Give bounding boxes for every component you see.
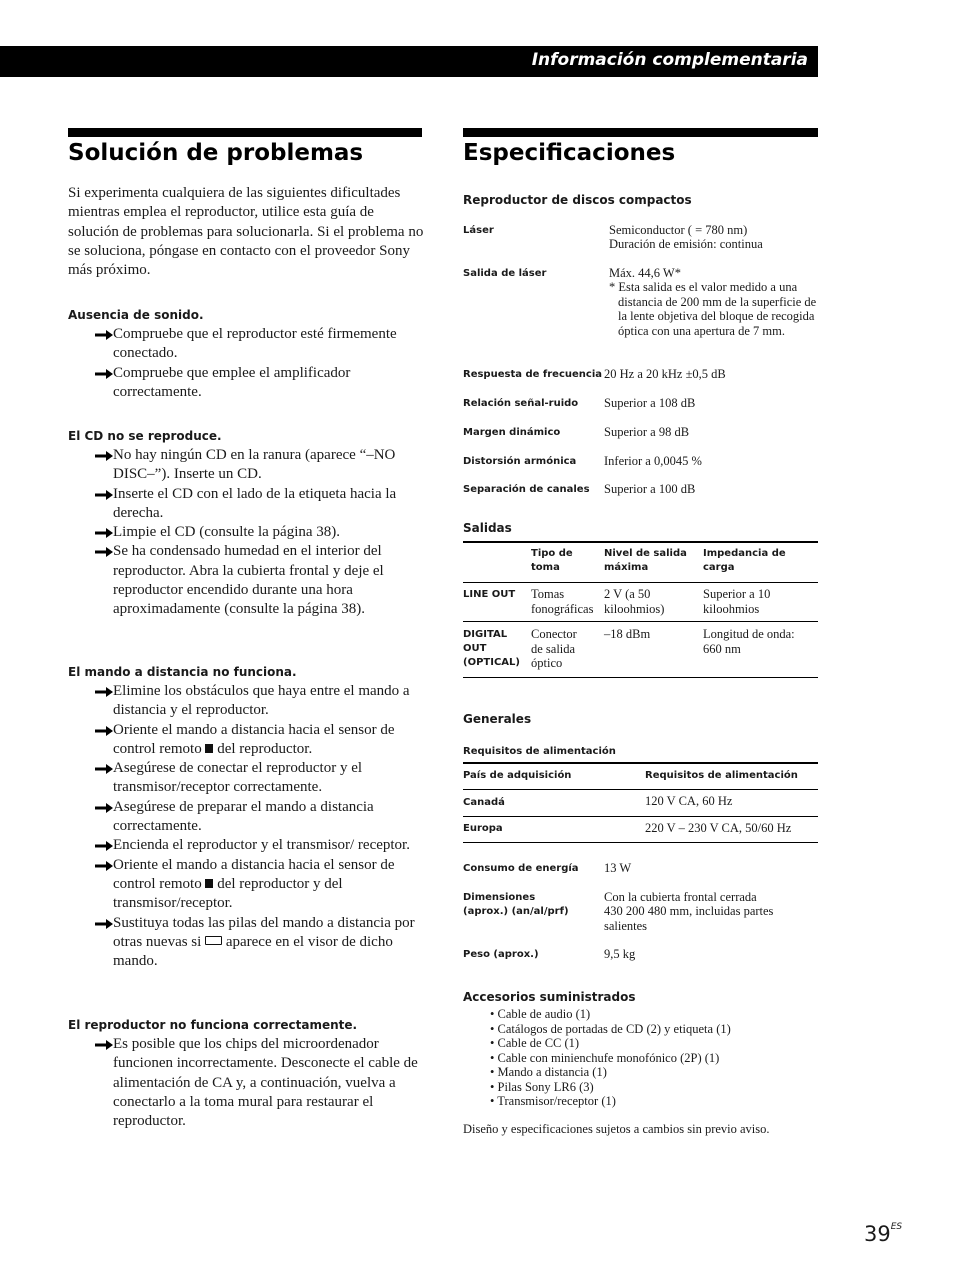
arrow-right-icon: [95, 840, 113, 852]
consumption-label: Consumo de energía: [463, 863, 579, 874]
cd-player-heading: Reproductor de discos compactos: [463, 193, 692, 207]
spec-value: Inferior a 0,0045 %: [604, 454, 702, 468]
arrow-right-icon: [95, 329, 113, 341]
list-item: • Cable de CC (1): [490, 1036, 580, 1050]
arrow-right-icon: [95, 1039, 113, 1051]
table-rule: [463, 582, 818, 583]
arrow-right-icon: [95, 546, 113, 558]
output-type: Conector de salida óptico: [531, 627, 577, 670]
spec-label: Relación señal-ruido: [463, 398, 579, 409]
consumption-value: 13 W: [604, 861, 632, 875]
weight-label: Peso (aprox.): [463, 949, 539, 960]
spec-label: Margen dinámico: [463, 427, 561, 438]
dimensions-label: Dimensiones (aprox.) (an/al/prf): [463, 892, 569, 917]
spec-label: Separación de canales: [463, 484, 590, 495]
laser-output-value: Máx. 44,6 W*: [609, 266, 681, 280]
arrow-right-icon: [95, 918, 113, 930]
specifications-title: Especificaciones: [463, 140, 676, 166]
title-rule-left: [68, 128, 422, 137]
column-header: Tipo de toma: [531, 548, 573, 573]
weight-value: 9,5 kg: [604, 947, 636, 961]
remedy-item: Compruebe que el reproductor esté firmemente conectado.: [68, 325, 428, 364]
laser-duration-value: Duración de emisión: continua: [609, 237, 763, 251]
arrow-right-icon: [95, 763, 113, 775]
remedy-item: Limpie el CD (consulte la página 38).: [68, 523, 428, 542]
general-heading: Generales: [463, 712, 532, 726]
table-rule: [463, 541, 818, 543]
laser-label: Láser: [463, 225, 494, 236]
spec-label: Respuesta de frecuencia: [463, 369, 602, 380]
spec-value: Superior a 98 dB: [604, 425, 690, 439]
troubleshooting-intro: Si experimenta cualquiera de las siguientes dificultades mientras emplea el reproductor, utilice esta guía de solución de problemas para solucionarla. Si el problema no se soluciona, póngase en contacto con el proveedor Sony más próximo.: [68, 185, 424, 279]
output-impedance: Longitud de onda: 660 nm: [703, 627, 795, 656]
table-rule: [463, 621, 818, 622]
remedy-item: Compruebe que emplee el amplificador correctamente.: [68, 364, 428, 403]
disclaimer: Diseño y especificaciones sujetos a cambios sin previo aviso.: [463, 1122, 770, 1136]
title-rule-right: [463, 128, 818, 137]
power-requirements-label: Requisitos de alimentación: [463, 746, 616, 757]
battery-icon: [205, 936, 222, 945]
list-item: • Cable de audio (1): [490, 1007, 591, 1021]
table-rule: [463, 677, 818, 678]
column-header: País de adquisición: [463, 770, 572, 781]
output-name: DIGITAL OUT (OPTICAL): [463, 629, 520, 668]
dimensions-value-2: 430 200 480 mm, incluidas partes salientes: [604, 904, 774, 933]
remedy-item: Asegúrese de preparar el mando a distancia correctamente.: [68, 798, 428, 837]
output-impedance: Superior a 10 kiloohmios: [703, 587, 771, 616]
banner-title: Información complementaria: [531, 50, 808, 70]
column-header: Impedancia de carga: [703, 548, 786, 573]
remedy-item: Inserte el CD con el lado de la etiqueta hacia la derecha.: [68, 485, 428, 524]
spec-label: Distorsión armónica: [463, 456, 577, 467]
outputs-heading: Salidas: [463, 521, 512, 535]
remedy-item: Oriente el mando a distancia hacia el sensor de control remoto del reproductor.: [68, 721, 428, 760]
remedy-item: No hay ningún CD en la ranura (aparece “–NO DISC–”). Inserte un CD.: [68, 446, 428, 485]
remedy-item: Es posible que los chips del microordenador funcionen incorrectamente. Desconecte el cable de alimentación de CA y, a continuación, vuelva a conectarlo a la toma mural para restaurar el reproductor.: [68, 1035, 428, 1131]
list-item: • Mando a distancia (1): [490, 1065, 607, 1079]
arrow-right-icon: [95, 489, 113, 501]
column-header: Requisitos de alimentación: [645, 770, 798, 781]
problem-section: [68, 1017, 428, 1131]
accessories-list: [490, 1007, 731, 1109]
page-number: $39^{ES}$: [864, 1222, 903, 1246]
arrow-right-icon: [95, 725, 113, 737]
laser-output-label: Salida de láser: [463, 268, 547, 279]
output-type: Tomas fonográficas: [531, 587, 594, 616]
problem-section: [68, 664, 428, 971]
remedy-item: Sustituya todas las pilas del mando a distancia por otras nuevas si aparece en el visor de dicho mando.: [68, 914, 428, 972]
spec-value: 20 Hz a 20 kHz ±0,5 dB: [604, 367, 726, 381]
output-level: 2 V (a 50 kiloohmios): [604, 587, 665, 616]
country-cell: Europa: [463, 823, 503, 834]
power-cell: 220 V – 230 V CA, 50/60 Hz: [645, 821, 792, 835]
table-rule: [463, 789, 818, 790]
arrow-right-icon: [95, 450, 113, 462]
list-item: • Pilas Sony LR6 (3): [490, 1079, 594, 1094]
troubleshooting-title: Solución de problemas: [68, 140, 364, 166]
problem-heading: Ausencia de sonido.: [68, 308, 204, 322]
remedy-item: Se ha condensado humedad en el interior del reproductor. Abra la cubierta frontal y deje el reproductor encendido durante una hora aproximadamente (consulte la página 38).: [68, 542, 428, 619]
table-rule: [463, 842, 818, 843]
problem-section: [68, 307, 428, 402]
remedy-item: Encienda el reproductor y el transmisor/ receptor.: [68, 836, 428, 855]
arrow-right-icon: [95, 802, 113, 814]
column-header: Nivel de salida máxima: [604, 548, 687, 573]
section-banner: [0, 46, 818, 77]
power-cell: 120 V CA, 60 Hz: [645, 794, 733, 808]
list-item: • Transmisor/receptor (1): [490, 1094, 616, 1108]
problem-heading: El CD no se reproduce.: [68, 429, 222, 443]
list-item: • Cable con minienchufe monofónico (2P) (1): [490, 1050, 720, 1065]
arrow-right-icon: [95, 368, 113, 380]
output-level: –18 dBm: [604, 627, 651, 641]
problem-heading: El reproductor no funciona correctamente.: [68, 1018, 358, 1032]
spec-value: Superior a 108 dB: [604, 396, 696, 410]
list-item: • Catálogos de portadas de CD (2) y etiqueta (1): [490, 1021, 731, 1036]
arrow-right-icon: [95, 527, 113, 539]
spec-value: Superior a 100 dB: [604, 482, 696, 496]
laser-value: Semiconductor ( = 780 nm): [609, 223, 748, 237]
remedy-item: Oriente el mando a distancia hacia el sensor de control remoto del reproductor y del transmisor/receptor.: [68, 856, 428, 914]
laser-output-note: * Esta salida es el valor medido a una distancia de 200 mm de la superficie de la lente objetiva del bloque de recogida óptica con una apertura de 7 mm.: [609, 280, 817, 338]
remedy-item: Elimine los obstáculos que haya entre el mando a distancia y el reproductor.: [68, 682, 428, 721]
country-cell: Canadá: [463, 797, 505, 808]
arrow-right-icon: [95, 860, 113, 872]
table-rule: [463, 762, 818, 764]
remedy-item: Asegúrese de conectar el reproductor y el transmisor/receptor correctamente.: [68, 759, 428, 798]
arrow-right-icon: [95, 686, 113, 698]
dimensions-value: Con la cubierta frontal cerrada: [604, 890, 757, 904]
problem-heading: El mando a distancia no funciona.: [68, 665, 297, 679]
problem-section: [68, 428, 428, 620]
output-name: LINE OUT: [463, 589, 516, 600]
table-rule: [463, 816, 818, 817]
accessories-heading: Accesorios suministrados: [463, 990, 636, 1004]
